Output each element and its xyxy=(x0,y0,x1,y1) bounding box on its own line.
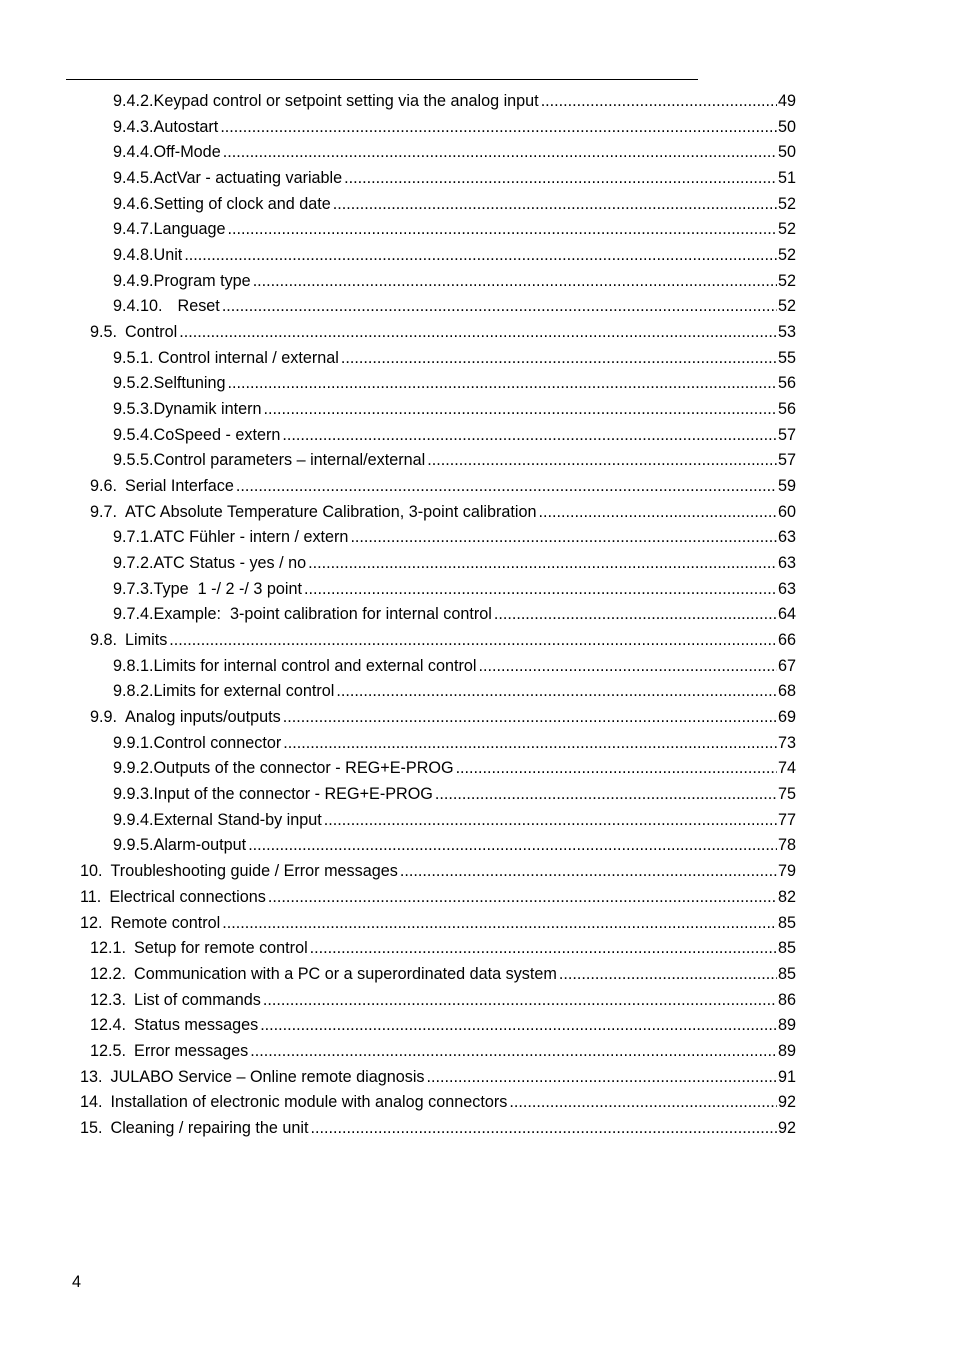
toc-entry-title: Setup for remote control xyxy=(134,939,308,958)
toc-dot-leader xyxy=(344,166,777,192)
toc-entry[interactable] xyxy=(0,1065,796,1091)
toc-entry-number: 9.9.5. xyxy=(113,836,154,855)
toc-entry-page: 92 xyxy=(777,1093,796,1112)
toc-entry-number: 13. xyxy=(80,1067,103,1086)
toc-dot-leader xyxy=(310,936,777,962)
toc-dot-leader xyxy=(282,423,777,449)
toc-entry-number: 9.4.5. xyxy=(113,169,154,188)
toc-dot-leader xyxy=(308,551,777,577)
toc-dot-leader xyxy=(184,243,777,269)
toc-entry-number: 9.5.2. xyxy=(113,374,154,393)
toc-entry-number: 9.9.2. xyxy=(113,759,154,778)
toc-entry-number: 9.4.8. xyxy=(113,246,154,265)
toc-entry[interactable] xyxy=(0,1039,796,1065)
toc-entry-title: CoSpeed - extern xyxy=(153,425,281,444)
toc-entry[interactable] xyxy=(0,577,796,603)
toc-entry-number: 9.9.4. xyxy=(113,810,154,829)
toc-entry-number: 9.4.10. xyxy=(113,297,163,316)
toc-entry[interactable] xyxy=(0,294,796,320)
toc-entry-title: Language xyxy=(153,220,226,239)
toc-entry-number: 9.5.5. xyxy=(113,451,154,470)
toc-dot-leader xyxy=(427,448,777,474)
toc-entry[interactable] xyxy=(0,602,796,628)
toc-entry-number: 9.7.3. xyxy=(113,579,154,598)
toc-entry-title: Autostart xyxy=(153,117,219,136)
toc-entry-number: 9.8.2. xyxy=(113,682,154,701)
toc-entry-title: List of commands xyxy=(134,990,261,1009)
page-number: 4 xyxy=(72,1273,82,1291)
toc-dot-leader xyxy=(336,679,777,705)
toc-entry-page: 56 xyxy=(777,374,796,393)
toc-entry[interactable] xyxy=(0,346,796,372)
toc-entry-title: ATC Fühler - intern / extern xyxy=(153,528,349,547)
toc-entry-number: 9.5. xyxy=(90,323,118,342)
toc-entry-page: 55 xyxy=(777,348,796,367)
toc-entry-page: 52 xyxy=(777,220,796,239)
toc-dot-leader xyxy=(341,346,777,372)
toc-entry-page: 77 xyxy=(777,810,796,829)
toc-dot-leader xyxy=(222,911,777,937)
toc-entry[interactable] xyxy=(0,140,796,166)
toc-dot-leader xyxy=(263,988,777,1014)
toc-entry-number: 9.7. xyxy=(90,502,118,521)
toc-dot-leader xyxy=(268,885,777,911)
toc-entry-title: Unit xyxy=(153,246,183,265)
toc-entry-title: Status messages xyxy=(134,1016,259,1035)
toc-entry-number: 12.1. xyxy=(90,939,127,958)
toc-entry-page: 52 xyxy=(777,297,796,316)
toc-entry[interactable] xyxy=(0,474,796,500)
toc-entry-number: 9.5.3. xyxy=(113,400,154,419)
toc-entry-page: 50 xyxy=(777,143,796,162)
toc-entry-page: 75 xyxy=(777,785,796,804)
toc-entry[interactable] xyxy=(0,962,796,988)
toc-entry[interactable] xyxy=(0,988,796,1014)
table-of-contents xyxy=(0,89,954,1142)
toc-entry[interactable] xyxy=(0,269,796,295)
toc-entry-title: Control internal / external xyxy=(153,348,339,367)
toc-entry[interactable] xyxy=(0,192,796,218)
toc-entry-page: 74 xyxy=(777,759,796,778)
toc-dot-leader xyxy=(509,1090,777,1116)
toc-entry[interactable] xyxy=(0,551,796,577)
toc-dot-leader xyxy=(350,525,777,551)
toc-entry-title: Limits xyxy=(125,631,168,650)
toc-entry-number: 12.5. xyxy=(90,1041,127,1060)
toc-entry-number: 9.8. xyxy=(90,631,118,650)
toc-entry-number: 9.9.3. xyxy=(113,785,154,804)
toc-entry-title: Off-Mode xyxy=(153,143,221,162)
toc-entry[interactable] xyxy=(0,756,796,782)
toc-entry-title: Keypad control or setpoint setting via the analog input xyxy=(153,92,539,110)
toc-entry-page: 49 xyxy=(777,92,796,110)
toc-entry-number: 9.9. xyxy=(90,708,118,727)
toc-entry-number: 11. xyxy=(80,887,102,906)
toc-entry-title: ATC Status - yes / no xyxy=(153,554,307,573)
toc-dot-leader xyxy=(539,500,777,526)
toc-entry[interactable] xyxy=(0,448,796,474)
toc-entry-title: Limits for external control xyxy=(153,682,335,701)
toc-entry-page: 69 xyxy=(777,708,796,727)
toc-entry-title: Alarm-output xyxy=(153,836,247,855)
toc-entry-title: Control parameters – internal/external xyxy=(153,451,426,470)
toc-entry[interactable] xyxy=(0,217,796,243)
toc-dot-leader xyxy=(427,1065,777,1091)
toc-entry[interactable] xyxy=(0,628,796,654)
toc-entry-page: 73 xyxy=(777,733,796,752)
toc-entry[interactable] xyxy=(0,320,796,346)
toc-entry[interactable] xyxy=(0,500,796,526)
toc-entry[interactable] xyxy=(0,936,796,962)
toc-entry-page: 50 xyxy=(777,117,796,136)
toc-entry-title: Communication with a PC or a superordinated data system xyxy=(134,964,557,983)
toc-entry-title: Program type xyxy=(153,271,251,290)
toc-entry-page: 92 xyxy=(777,1118,796,1137)
toc-entry-page: 85 xyxy=(777,939,796,958)
toc-entry-title: Error messages xyxy=(134,1041,249,1060)
toc-dot-leader xyxy=(479,654,777,680)
toc-entry-title: Type 1 -/ 2 -/ 3 point xyxy=(153,579,302,598)
toc-entry-page: 89 xyxy=(777,1041,796,1060)
toc-entry-number: 9.8.1. xyxy=(113,656,154,675)
toc-entry-number: 9.4.9. xyxy=(113,271,154,290)
toc-dot-leader xyxy=(253,269,777,295)
toc-entry-title: Analog inputs/outputs xyxy=(125,708,281,727)
toc-entry-number: 12. xyxy=(80,913,103,932)
toc-entry-number: 9.5.1. xyxy=(113,348,154,367)
toc-dot-leader xyxy=(223,140,777,166)
toc-entry-title: Control xyxy=(125,323,178,342)
toc-entry-page: 56 xyxy=(777,400,796,419)
toc-entry-page: 52 xyxy=(777,246,796,265)
toc-entry-page: 60 xyxy=(777,502,796,521)
toc-entry-number: 14. xyxy=(80,1093,103,1112)
toc-entry-page: 78 xyxy=(777,836,796,855)
toc-entry-page: 79 xyxy=(777,862,796,881)
toc-dot-leader xyxy=(222,294,777,320)
toc-dot-leader xyxy=(400,859,777,885)
toc-entry-page: 85 xyxy=(777,913,796,932)
toc-entry[interactable] xyxy=(0,654,796,680)
toc-entry-title: Cleaning / repairing the unit xyxy=(110,1118,309,1137)
toc-entry-page: 59 xyxy=(777,477,796,496)
toc-entry-title: Dynamik intern xyxy=(153,400,262,419)
toc-entry[interactable] xyxy=(0,397,796,423)
toc-entry-page: 57 xyxy=(777,451,796,470)
toc-dot-leader xyxy=(236,474,777,500)
toc-dot-leader xyxy=(250,1039,777,1065)
toc-dot-leader xyxy=(541,89,777,115)
toc-entry-number: 9.7.2. xyxy=(113,554,154,573)
toc-entry[interactable] xyxy=(0,115,796,141)
toc-entry[interactable] xyxy=(0,1090,796,1116)
toc-entry-page: 85 xyxy=(777,964,796,983)
toc-entry-page: 66 xyxy=(777,631,796,650)
toc-entry-number: 10. xyxy=(80,862,103,881)
toc-entry-number: 9.4.6. xyxy=(113,194,154,213)
header-rule xyxy=(66,79,698,80)
toc-entry-title: Troubleshooting guide / Error messages xyxy=(110,862,398,881)
toc-entry-number: 9.4.7. xyxy=(113,220,154,239)
toc-entry-page: 82 xyxy=(777,887,796,906)
toc-entry-page: 57 xyxy=(777,425,796,444)
toc-dot-leader xyxy=(304,577,777,603)
toc-entry-title: Setting of clock and date xyxy=(153,194,331,213)
toc-entry[interactable] xyxy=(0,731,796,757)
toc-dot-leader xyxy=(311,1116,777,1142)
toc-dot-leader xyxy=(494,602,777,628)
toc-entry-page: 63 xyxy=(777,554,796,573)
toc-entry-title: ActVar - actuating variable xyxy=(153,169,343,188)
toc-dot-leader xyxy=(324,808,777,834)
toc-entry-number: 9.5.4. xyxy=(113,425,154,444)
toc-entry-page: 51 xyxy=(777,169,796,188)
toc-dot-leader xyxy=(228,217,777,243)
toc-entry-number: 15. xyxy=(80,1118,103,1137)
toc-entry-title: Example: 3-point calibration for internal control xyxy=(153,605,492,624)
toc-dot-leader xyxy=(333,192,777,218)
toc-entry-page: 68 xyxy=(777,682,796,701)
toc-entry[interactable] xyxy=(0,911,796,937)
toc-entry[interactable] xyxy=(0,1116,796,1142)
toc-entry-title: Electrical connections xyxy=(109,887,266,906)
toc-entry-title: Serial Interface xyxy=(125,477,234,496)
toc-entry-page: 63 xyxy=(777,579,796,598)
toc-dot-leader xyxy=(456,756,777,782)
toc-entry[interactable] xyxy=(0,423,796,449)
toc-dot-leader xyxy=(220,115,777,141)
toc-entry-page: 63 xyxy=(777,528,796,547)
toc-entry-title: External Stand-by input xyxy=(153,810,322,829)
toc-entry-page: 52 xyxy=(777,194,796,213)
toc-entry[interactable] xyxy=(0,885,796,911)
toc-entry[interactable] xyxy=(0,166,796,192)
toc-entry[interactable] xyxy=(0,371,796,397)
toc-entry-title: Installation of electronic module with analog connectors xyxy=(110,1093,508,1112)
toc-entry-number: 9.7.4. xyxy=(113,605,154,624)
toc-entry-title: Control connector xyxy=(153,733,282,752)
toc-entry[interactable] xyxy=(0,782,796,808)
toc-entry-page: 67 xyxy=(777,656,796,675)
toc-entry-page: 89 xyxy=(777,1016,796,1035)
toc-dot-leader xyxy=(283,705,777,731)
toc-entry-title: Input of the connector - REG+E-PROG xyxy=(153,785,433,804)
toc-dot-leader xyxy=(228,371,777,397)
toc-entry-title: Limits for internal control and external control xyxy=(153,656,477,675)
toc-entry[interactable] xyxy=(0,833,796,859)
toc-entry[interactable] xyxy=(0,243,796,269)
toc-entry[interactable] xyxy=(0,808,796,834)
toc-entry-title: Reset xyxy=(177,297,220,316)
toc-entry[interactable] xyxy=(0,705,796,731)
toc-entry[interactable] xyxy=(0,525,796,551)
toc-entry-number: 9.6. xyxy=(90,477,118,496)
toc-entry-number: 12.4. xyxy=(90,1016,127,1035)
toc-dot-leader xyxy=(169,628,777,654)
toc-entry-number: 9.4.2. xyxy=(113,92,154,110)
toc-entry[interactable] xyxy=(0,1013,796,1039)
toc-entry-page: 53 xyxy=(777,323,796,342)
toc-entry-number: 9.4.4. xyxy=(113,143,154,162)
toc-entry[interactable] xyxy=(0,679,796,705)
toc-entry-title: JULABO Service – Online remote diagnosis xyxy=(110,1067,425,1086)
toc-dot-leader xyxy=(559,962,777,988)
toc-dot-leader xyxy=(263,397,777,423)
toc-entry-page: 86 xyxy=(777,990,796,1009)
toc-entry-page: 91 xyxy=(777,1067,796,1086)
toc-entry-title: Outputs of the connector - REG+E-PROG xyxy=(153,759,454,778)
toc-entry[interactable] xyxy=(0,89,796,115)
toc-entry-page: 52 xyxy=(777,271,796,290)
toc-entry-number: 9.9.1. xyxy=(113,733,154,752)
toc-entry-title: ATC Absolute Temperature Calibration, 3-point calibration xyxy=(125,502,537,521)
toc-entry-number: 12.2. xyxy=(90,964,127,983)
toc-dot-leader xyxy=(260,1013,777,1039)
toc-entry[interactable] xyxy=(0,859,796,885)
toc-dot-leader xyxy=(248,833,777,859)
toc-entry-title: Remote control xyxy=(110,913,221,932)
toc-entry-page: 64 xyxy=(777,605,796,624)
toc-entry-title: Selftuning xyxy=(153,374,226,393)
toc-entry-number: 9.7.1. xyxy=(113,528,154,547)
toc-dot-leader xyxy=(283,731,777,757)
toc-dot-leader xyxy=(179,320,777,346)
toc-entry-number: 9.4.3. xyxy=(113,117,154,136)
toc-dot-leader xyxy=(435,782,777,808)
toc-entry-number: 12.3. xyxy=(90,990,127,1009)
